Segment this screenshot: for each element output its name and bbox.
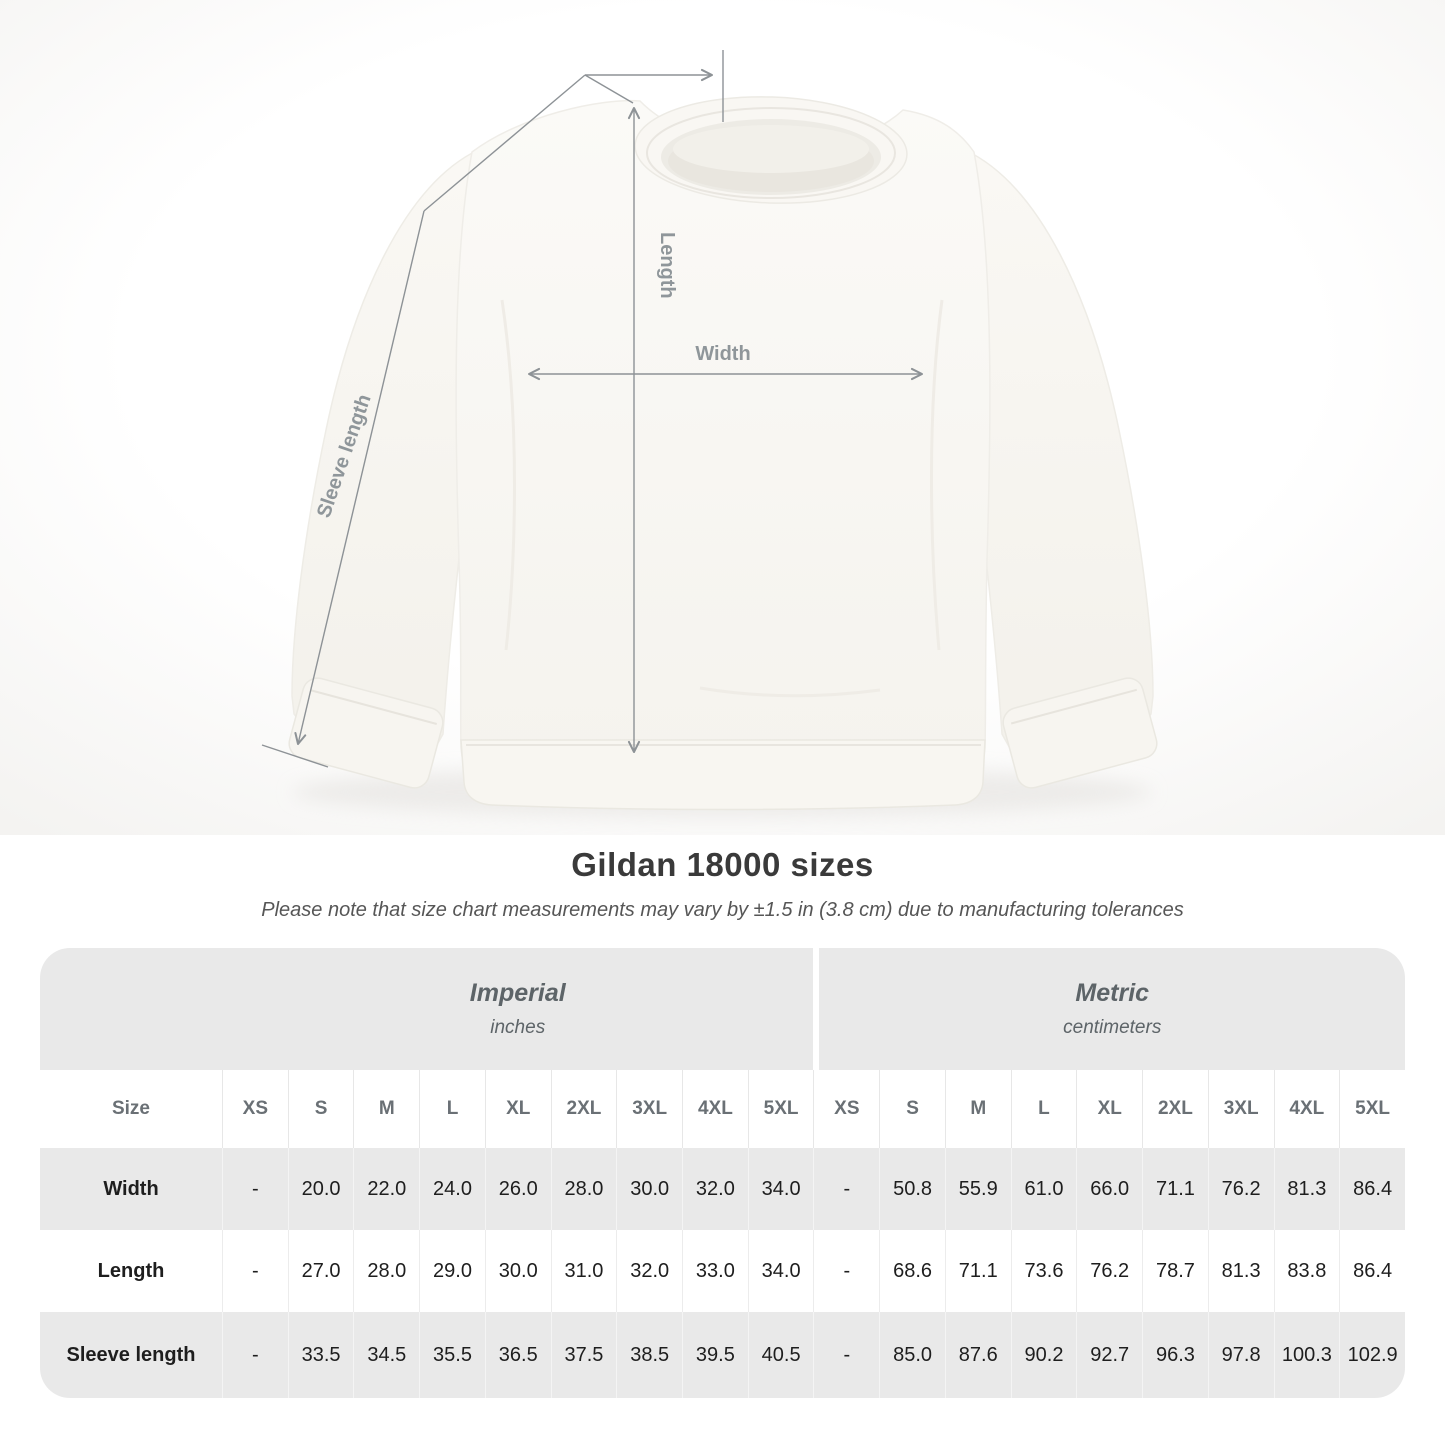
table-cell: 68.6 [879, 1230, 945, 1312]
table-cell: 24.0 [419, 1148, 485, 1230]
table-cell: 71.1 [945, 1230, 1011, 1312]
col-header: 3XL [1208, 1070, 1274, 1148]
table-cell: 73.6 [1011, 1230, 1077, 1312]
table-cell: 81.3 [1274, 1148, 1340, 1230]
col-header: L [1011, 1070, 1077, 1148]
section-header-spacer [40, 948, 222, 1070]
table-cell: 34.0 [748, 1230, 814, 1312]
table-cell: 90.2 [1011, 1312, 1077, 1398]
metric-section-unit: centimeters [1063, 1017, 1162, 1038]
table-cell: 39.5 [682, 1312, 748, 1398]
size-columns-row [40, 1070, 1405, 1148]
table-cell: 87.6 [945, 1312, 1011, 1398]
table-cell: 35.5 [419, 1312, 485, 1398]
imperial-section-unit: inches [490, 1017, 546, 1038]
table-cell: 36.5 [485, 1312, 551, 1398]
metric-section-title: Metric [1075, 979, 1150, 1007]
col-header: XS [813, 1070, 879, 1148]
row-label: Sleeve length [40, 1312, 222, 1398]
table-cell: 97.8 [1208, 1312, 1274, 1398]
length-measure-label: Length [656, 232, 678, 299]
table-cell: 96.3 [1142, 1312, 1208, 1398]
col-header: S [879, 1070, 945, 1148]
size-chart-table [40, 948, 1405, 1398]
table-cell: 50.8 [879, 1148, 945, 1230]
hem-band [461, 740, 985, 810]
col-header: XS [222, 1070, 288, 1148]
table-cell: 31.0 [551, 1230, 617, 1312]
table-cell: 20.0 [288, 1148, 354, 1230]
table-cell: 61.0 [1011, 1148, 1077, 1230]
sleeve-length-row [40, 1312, 1405, 1398]
col-header: M [353, 1070, 419, 1148]
table-cell: 37.5 [551, 1312, 617, 1398]
table-cell: 34.5 [353, 1312, 419, 1398]
size-column-header: Size [40, 1070, 222, 1148]
table-cell: 27.0 [288, 1230, 354, 1312]
length-row [40, 1230, 1405, 1312]
table-cell: 32.0 [616, 1230, 682, 1312]
width-row [40, 1148, 1405, 1230]
table-cell: 34.0 [748, 1148, 814, 1230]
table-cell: 30.0 [616, 1148, 682, 1230]
section-header-row [40, 948, 1405, 1070]
table-cell: 30.0 [485, 1230, 551, 1312]
table-cell: 55.9 [945, 1148, 1011, 1230]
table-cell: 71.1 [1142, 1148, 1208, 1230]
table-cell: - [813, 1312, 879, 1398]
table-cell: 29.0 [419, 1230, 485, 1312]
col-header: 5XL [1339, 1070, 1405, 1148]
col-header: 2XL [551, 1070, 617, 1148]
table-cell: - [813, 1230, 879, 1312]
table-cell: 26.0 [485, 1148, 551, 1230]
sleeve-length-measure-label: Sleeve length [312, 391, 376, 521]
col-header: L [419, 1070, 485, 1148]
table-cell: 40.5 [748, 1312, 814, 1398]
width-measure-label: Width [695, 343, 751, 365]
col-header: S [288, 1070, 354, 1148]
table-cell: 38.5 [616, 1312, 682, 1398]
table-cell: - [222, 1312, 288, 1398]
col-header: 4XL [682, 1070, 748, 1148]
table-cell: 33.0 [682, 1230, 748, 1312]
table-cell: 102.9 [1339, 1312, 1405, 1398]
page-title: Gildan 18000 sizes [571, 846, 874, 883]
imperial-section-title: Imperial [469, 979, 566, 1007]
table-cell: - [222, 1148, 288, 1230]
col-header: 2XL [1142, 1070, 1208, 1148]
table-cell: 86.4 [1339, 1230, 1405, 1312]
col-header: 3XL [616, 1070, 682, 1148]
col-header: XL [485, 1070, 551, 1148]
table-cell: 32.0 [682, 1148, 748, 1230]
col-header: 5XL [748, 1070, 814, 1148]
table-cell: 66.0 [1076, 1148, 1142, 1230]
table-cell: - [813, 1148, 879, 1230]
table-cell: 78.7 [1142, 1230, 1208, 1312]
imperial-section-header [222, 948, 813, 1070]
row-label: Width [40, 1148, 222, 1230]
row-label: Length [40, 1230, 222, 1312]
table-cell: 83.8 [1274, 1230, 1340, 1312]
table-cell: 28.0 [353, 1230, 419, 1312]
table-cell: 92.7 [1076, 1312, 1142, 1398]
table-cell: 33.5 [288, 1312, 354, 1398]
table-cell: 100.3 [1274, 1312, 1340, 1398]
col-header: 4XL [1274, 1070, 1340, 1148]
col-header: XL [1076, 1070, 1142, 1148]
table-cell: 86.4 [1339, 1148, 1405, 1230]
table-cell: 85.0 [879, 1312, 945, 1398]
table-cell: 81.3 [1208, 1230, 1274, 1312]
col-header: M [945, 1070, 1011, 1148]
table-cell: 22.0 [353, 1148, 419, 1230]
table-cell: 76.2 [1076, 1230, 1142, 1312]
body [456, 101, 990, 761]
table-cell: - [222, 1230, 288, 1312]
table-cell: 76.2 [1208, 1148, 1274, 1230]
table-cell: 28.0 [551, 1148, 617, 1230]
metric-section-header [813, 948, 1405, 1070]
tolerance-note: Please note that size chart measurements may vary by ±1.5 in (3.8 cm) due to manufacturing tolerances [261, 899, 1184, 921]
